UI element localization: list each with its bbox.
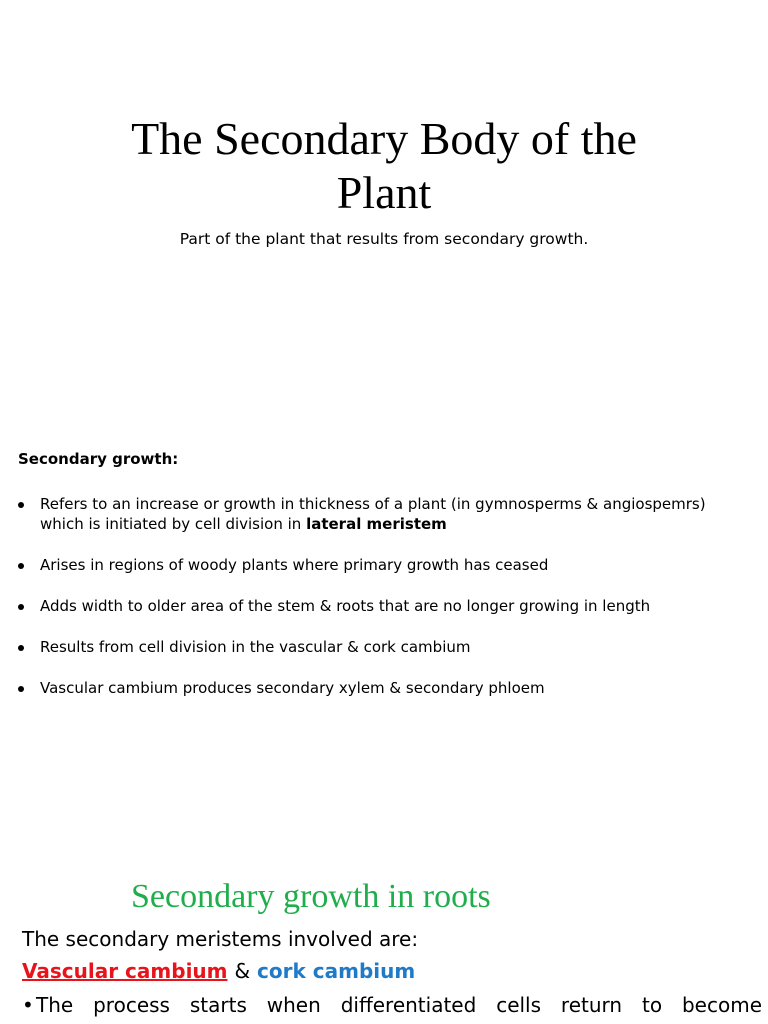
list-item (18, 555, 738, 575)
list-item-text: which is initiated by cell division in (40, 515, 307, 533)
process-text (22, 992, 762, 1018)
cambium-line (22, 958, 415, 984)
list-item-text: Vascular cambium produces secondary xylem & secondary phloem (40, 679, 545, 697)
slide-title-line-1: The Secondary Body of the (131, 113, 637, 164)
list-item (18, 494, 738, 534)
cork-cambium-term: cork cambium (257, 959, 416, 983)
bullet-dot-icon (18, 502, 24, 508)
list-item-text: Adds width to older area of the stem & roots that are no longer growing in length (40, 597, 651, 615)
title-slide (0, 0, 768, 430)
bullet-dot-icon (18, 686, 24, 692)
bullet-dot-icon (18, 645, 24, 651)
roots-slide (0, 830, 768, 1024)
list-item (18, 678, 738, 698)
meristems-intro: The secondary meristems involved are: (22, 927, 419, 951)
roots-slide-title: Secondary growth in roots (131, 878, 491, 915)
bullet-dot-icon: • (22, 993, 34, 1017)
process-text-content: The process starts when differentiated cells return to become (36, 993, 762, 1017)
bullet-dot-icon (18, 604, 24, 610)
list-item-line-1: Refers to an increase or growth in thickness of a plant (in gymnosperms & angiospemrs) (40, 495, 706, 513)
list-item (18, 637, 738, 657)
slide-title (0, 112, 768, 220)
list-item-text: Arises in regions of woody plants where primary growth has ceased (40, 556, 549, 574)
ampersand: & (234, 959, 251, 983)
section-heading: Secondary growth: (18, 450, 179, 468)
lateral-meristem-term: lateral meristem (306, 515, 447, 533)
secondary-growth-slide (0, 430, 768, 830)
vascular-cambium-term: Vascular cambium (22, 959, 228, 983)
slide-subtitle: Part of the plant that results from secondary growth. (179, 230, 589, 248)
list-item-line-2 (40, 514, 738, 534)
bullet-dot-icon (18, 563, 24, 569)
list-item-text: Results from cell division in the vascular & cork cambium (40, 638, 471, 656)
list-item (18, 596, 738, 616)
slide-title-line-2: Plant (336, 167, 432, 218)
bullet-list (18, 494, 738, 719)
